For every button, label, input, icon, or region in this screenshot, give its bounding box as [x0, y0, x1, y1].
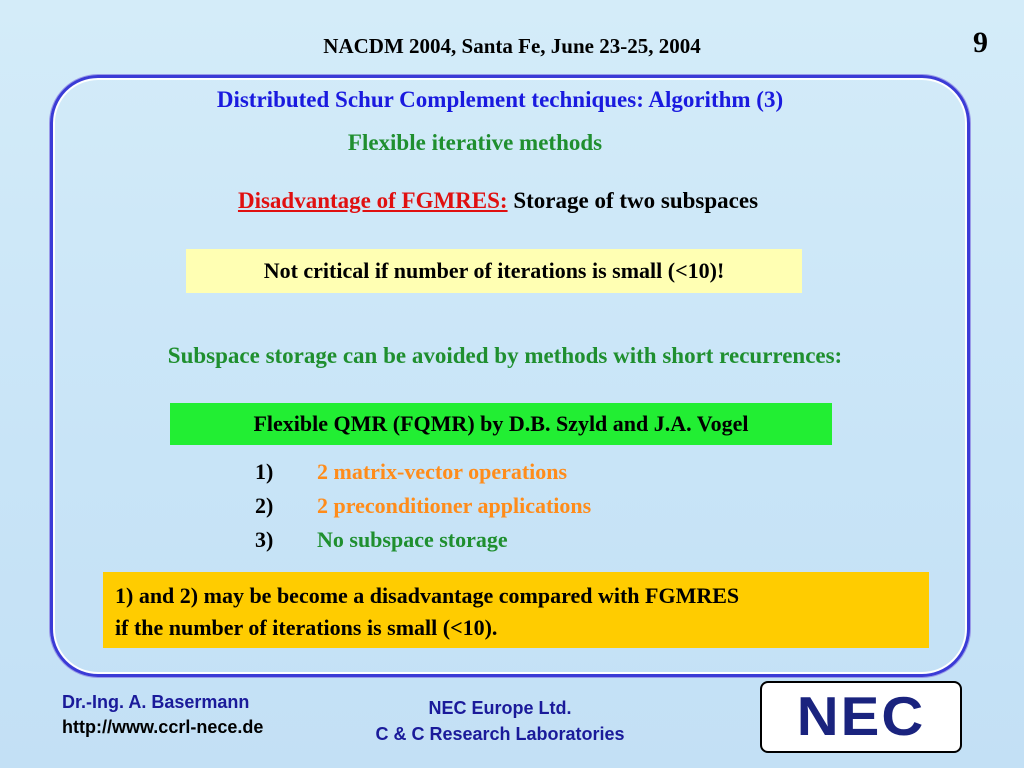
slide-subtitle: Flexible iterative methods	[347, 130, 603, 155]
fqmr-text: Flexible QMR (FQMR) by D.B. Szyld and J.A. Vogel	[253, 411, 749, 436]
disadvantage-label: Disadvantage of FGMRES:	[237, 188, 508, 213]
list-item-number: 3)	[255, 527, 274, 552]
list-item-number: 1)	[255, 459, 274, 484]
list-item	[255, 523, 591, 557]
author-url-link[interactable]: http://www.ccrl-nece.de	[62, 717, 264, 737]
footer-author-block	[62, 690, 263, 740]
fqmr-box	[170, 403, 832, 445]
nec-logo-text: NEC	[796, 685, 926, 748]
property-list	[255, 455, 591, 557]
author-name: Dr.-Ing. A. Basermann	[62, 692, 250, 712]
note-text: Not critical if number of iterations is small (<10)!	[263, 258, 725, 283]
slide-title: Distributed Schur Complement techniques: Algorithm (3)	[216, 87, 784, 112]
list-item-text: No subspace storage	[317, 527, 508, 552]
conclusion-box	[103, 572, 929, 648]
conclusion-line-1: 1) and 2) may be become a disadvantage compared with FGMRES	[115, 583, 740, 608]
subspace-statement: Subspace storage can be avoided by methods with short recurrences:	[167, 343, 843, 368]
conference-header: NACDM 2004, Santa Fe, June 23-25, 2004	[323, 34, 701, 58]
note-box	[186, 249, 802, 293]
list-item-number: 2)	[255, 493, 274, 518]
list-item-text: 2 preconditioner applications	[317, 493, 592, 518]
footer-organization	[320, 695, 680, 747]
page-number: 9	[973, 26, 988, 59]
disadvantage-line	[0, 188, 996, 214]
list-item	[255, 489, 591, 523]
org-lab: C & C Research Laboratories	[375, 724, 625, 744]
org-name: NEC Europe Ltd.	[428, 698, 572, 718]
conclusion-line-2: if the number of iterations is small (<10).	[115, 615, 498, 640]
nec-logo	[760, 681, 962, 753]
list-item-text: 2 matrix-vector operations	[317, 459, 568, 484]
disadvantage-text: Storage of two subspaces	[513, 188, 759, 213]
list-item	[255, 455, 591, 489]
